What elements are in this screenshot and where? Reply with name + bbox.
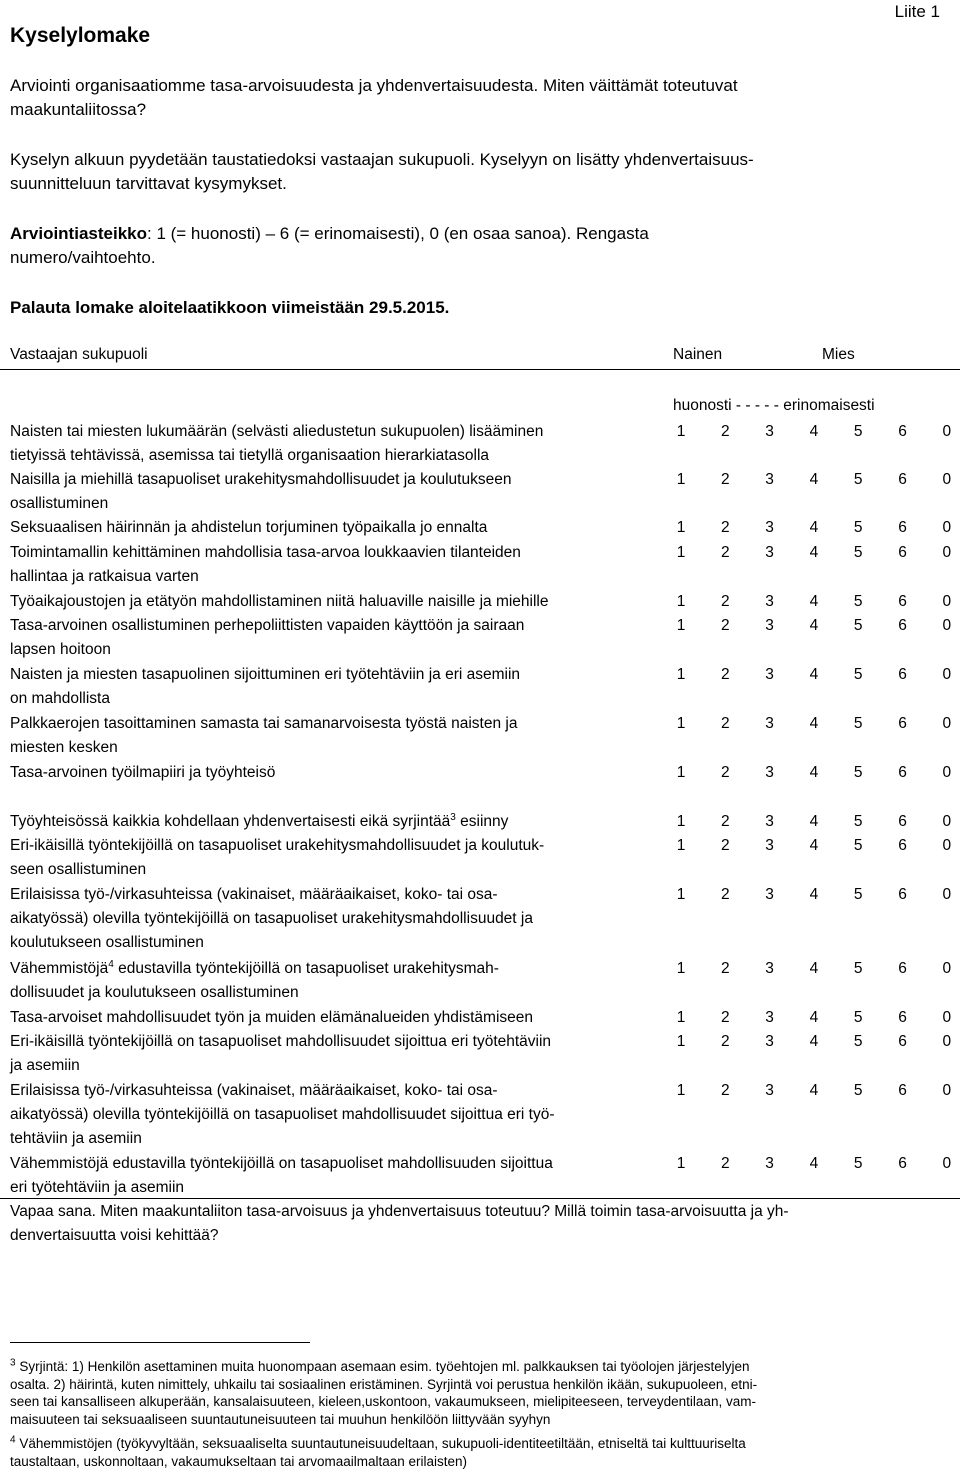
rating-option[interactable]: 4 — [809, 1082, 819, 1099]
page-title: Kyselylomake — [10, 24, 151, 47]
rating-option[interactable]: 2 — [720, 886, 730, 903]
rating-option[interactable]: 3 — [765, 471, 774, 488]
intro-paragraph-1 — [10, 74, 738, 122]
rating-option[interactable]: 0 — [942, 1155, 952, 1172]
rating-option[interactable]: 1 — [676, 519, 686, 536]
question-text — [10, 663, 660, 711]
question-text — [10, 834, 660, 882]
scale-instruction — [10, 222, 649, 270]
rating-option[interactable]: 3 — [765, 960, 774, 977]
rating-option[interactable]: 0 — [942, 886, 952, 903]
rating-option[interactable]: 0 — [942, 837, 952, 854]
rating-option[interactable]: 0 — [942, 715, 952, 732]
footnote-marker: 3 — [450, 811, 456, 823]
rating-option[interactable]: 5 — [853, 1033, 863, 1050]
rating-option[interactable]: 0 — [942, 593, 952, 610]
footnote-number: 4 — [10, 1434, 16, 1446]
scale-label: Arviointiasteikko — [10, 224, 147, 243]
rating-option[interactable]: 3 — [765, 617, 774, 634]
footnote-line: Vähemmistöjen (työkyvyltään, seksuaaliselta suuntautuneisuudeltaan, sukupuoli-identiteetiltään, etniseltä tai kulttuuriselta — [19, 1436, 746, 1451]
rating-option[interactable]: 0 — [942, 519, 952, 536]
question-text — [10, 1152, 660, 1200]
rating-option[interactable]: 6 — [898, 764, 907, 781]
rating-option[interactable]: 6 — [898, 593, 907, 610]
rating-option[interactable]: 1 — [676, 423, 686, 440]
question-text-segment: tehtäviin ja asemiin — [10, 1130, 142, 1147]
rating-option[interactable]: 3 — [765, 1082, 774, 1099]
rating-option[interactable]: 2 — [720, 764, 730, 781]
question-text — [10, 761, 660, 785]
rating-option[interactable]: 4 — [809, 813, 819, 830]
respondent-gender-label: Vastaajan sukupuoli — [10, 346, 148, 363]
question-text-segment: Eri-ikäisillä työntekijöillä on tasapuoliset mahdollisuudet sijoittua eri työtehtäviin — [10, 1033, 552, 1050]
rating-option[interactable]: 0 — [942, 544, 952, 561]
question-text — [10, 1030, 660, 1078]
rating-option[interactable]: 1 — [676, 1155, 686, 1172]
rating-option[interactable]: 4 — [809, 837, 819, 854]
intro-p2-line-1: Kyselyn alkuun pyydetään taustatiedoksi vastaajan sukupuoli. Kyselyyn on lisätty yhdenvertaisuus- — [10, 150, 754, 169]
rating-option[interactable]: 6 — [898, 1082, 907, 1099]
question-text-segment: Toimintamallin kehittäminen mahdollisia tasa-arvoa loukkaavien tilanteiden — [10, 544, 521, 561]
deadline-text: Palauta lomake aloitelaatikkoon viimeistään 29.5.2015. — [10, 298, 450, 317]
rating-option[interactable]: 3 — [765, 1033, 774, 1050]
footnote — [10, 1358, 910, 1428]
rating-option[interactable]: 4 — [809, 764, 819, 781]
rating-option[interactable]: 2 — [720, 471, 730, 488]
question-text-segment: on mahdollista — [10, 690, 110, 707]
rating-option[interactable]: 5 — [853, 886, 863, 903]
question-text-segment: Tasa-arvoinen työilmapiiri ja työyhteisö — [10, 764, 276, 781]
gender-option-female[interactable]: Nainen — [673, 346, 723, 363]
rating-option[interactable]: 3 — [765, 813, 774, 830]
rating-option[interactable]: 6 — [898, 471, 907, 488]
rating-option[interactable]: 2 — [720, 1155, 730, 1172]
question-text-segment: Työaikajoustojen ja etätyön mahdollistaminen niitä haluaville naisille ja miehille — [10, 593, 549, 610]
question-text-segment: Eri-ikäisillä työntekijöillä on tasapuoliset urakehitysmahdollisuudet ja koulutuk- — [10, 837, 545, 854]
rating-option[interactable]: 1 — [676, 471, 686, 488]
rating-option[interactable]: 5 — [853, 1009, 863, 1026]
question-text-segment: miesten kesken — [10, 739, 118, 756]
question-text-segment: esiinny — [455, 813, 509, 830]
rating-option[interactable]: 6 — [898, 423, 907, 440]
rating-option[interactable]: 4 — [809, 617, 819, 634]
question-text — [10, 712, 660, 760]
rating-option[interactable]: 6 — [898, 1155, 907, 1172]
rating-option[interactable]: 0 — [942, 423, 952, 440]
rating-option[interactable]: 6 — [898, 544, 907, 561]
question-text-segment: edustavilla työntekijöillä on tasapuoliset urakehitysmah- — [113, 960, 499, 977]
rating-option[interactable]: 3 — [765, 764, 774, 781]
rating-option[interactable]: 6 — [898, 666, 907, 683]
rating-option[interactable]: 1 — [676, 1082, 686, 1099]
question-text-segment: eri työtehtäviin ja asemiin — [10, 1179, 185, 1196]
scale-header: huonosti - - - - - erinomaisesti — [673, 397, 875, 414]
question-text-segment: aikatyössä) olevilla työntekijöillä on tasapuoliset mahdollisuudet sijoittua eri työ- — [10, 1106, 555, 1123]
footnote-line: maisuuteen tai seksuaaliseen suuntautuneisuuteen tai muuhun henkilöön liittyvään syyhyn — [10, 1411, 551, 1427]
rating-option[interactable]: 2 — [720, 715, 730, 732]
rating-option[interactable]: 4 — [809, 593, 819, 610]
rating-option[interactable]: 4 — [809, 886, 819, 903]
rating-option[interactable]: 4 — [809, 666, 819, 683]
question-text — [10, 810, 660, 834]
rating-option[interactable]: 1 — [676, 617, 686, 634]
scale-text-line-2: numero/vaihtoehto. — [10, 248, 156, 267]
rating-option[interactable]: 3 — [765, 544, 774, 561]
question-text-segment: lapsen hoitoon — [10, 641, 111, 658]
question-text-segment: Vähemmistöjä — [10, 960, 109, 977]
footnote — [10, 1435, 910, 1470]
intro-paragraph-2 — [10, 148, 754, 196]
rating-option[interactable]: 0 — [942, 471, 952, 488]
question-text — [10, 516, 660, 540]
question-text-segment: koulutukseen osallistuminen — [10, 934, 204, 951]
rating-option[interactable]: 3 — [765, 837, 774, 854]
question-text-segment: ja asemiin — [10, 1057, 80, 1074]
rating-option[interactable]: 6 — [898, 1033, 907, 1050]
rating-option[interactable]: 3 — [765, 593, 774, 610]
rating-option[interactable]: 1 — [676, 1009, 686, 1026]
rating-option[interactable]: 1 — [676, 960, 686, 977]
rating-option[interactable]: 1 — [676, 813, 686, 830]
question-text — [10, 468, 660, 516]
rating-option[interactable]: 5 — [853, 1082, 863, 1099]
rating-option[interactable]: 1 — [676, 666, 686, 683]
question-text-segment: Palkkaerojen tasoittaminen samasta tai samanarvoisesta työstä naisten ja — [10, 715, 518, 732]
intro-p1-line-2: maakuntaliitossa? — [10, 100, 147, 119]
rating-option[interactable]: 2 — [720, 544, 730, 561]
rating-option[interactable]: 4 — [809, 715, 819, 732]
rating-option[interactable]: 2 — [720, 593, 730, 610]
question-text-segment: Naisten ja miesten tasapuolinen sijoittuminen eri työtehtäviin ja eri asemiin — [10, 666, 521, 683]
question-text-segment: Seksuaalisen häirinnän ja ahdistelun torjuminen työpaikalla jo ennalta — [10, 519, 488, 536]
rating-option[interactable]: 6 — [898, 519, 907, 536]
rating-option[interactable]: 3 — [765, 519, 774, 536]
rating-option[interactable]: 5 — [853, 715, 863, 732]
rating-option[interactable]: 5 — [853, 519, 863, 536]
free-text-line-2: denvertaisuutta voisi kehittää? — [10, 1227, 219, 1244]
question-text-segment: osallistuminen — [10, 495, 109, 512]
gender-option-male[interactable]: Mies — [822, 346, 855, 363]
question-text-segment: Erilaisissa työ-/virkasuhteissa (vakinaiset, määräaikaiset, koko- tai osa- — [10, 1082, 498, 1099]
rating-option[interactable]: 4 — [809, 1155, 819, 1172]
rating-option[interactable]: 4 — [809, 960, 819, 977]
question-text-segment: Tasa-arvoinen osallistuminen perhepoliittisten vapaiden käyttöön ja sairaan — [10, 617, 525, 634]
rating-option[interactable]: 3 — [765, 1155, 774, 1172]
rating-option[interactable]: 5 — [853, 764, 863, 781]
rating-option[interactable]: 5 — [853, 813, 863, 830]
footnote-number: 3 — [10, 1357, 16, 1369]
rating-option[interactable]: 5 — [853, 666, 863, 683]
scale-text: : 1 (= huonosti) – 6 (= erinomaisesti), 0 (en osaa sanoa). Rengasta — [147, 224, 649, 243]
rating-option[interactable]: 0 — [942, 617, 952, 634]
rating-option[interactable]: 5 — [853, 1155, 863, 1172]
question-text-segment: Tasa-arvoiset mahdollisuudet työn ja muiden elämänalueiden yhdistämiseen — [10, 1009, 533, 1026]
rating-option[interactable]: 4 — [809, 519, 819, 536]
rating-option[interactable]: 2 — [720, 666, 730, 683]
rating-option[interactable]: 2 — [720, 813, 730, 830]
question-text-segment: Naisten tai miesten lukumäärän (selvästi aliedustetun sukupuolen) lisääminen — [10, 423, 544, 440]
free-text-line-1: Vapaa sana. Miten maakuntaliiton tasa-arvoisuus ja yhdenvertaisuus toteutuu? Millä toimin tasa-arvoisuutta ja yh- — [10, 1203, 789, 1220]
question-text-segment: aikatyössä) olevilla työntekijöillä on tasapuoliset urakehitysmahdollisuudet ja — [10, 910, 533, 927]
question-text — [10, 883, 660, 955]
rating-option[interactable]: 0 — [942, 666, 952, 683]
appendix-label: Liite 1 — [894, 2, 940, 21]
question-text — [10, 541, 660, 589]
rating-option[interactable]: 2 — [720, 617, 730, 634]
rating-option[interactable]: 3 — [765, 1009, 774, 1026]
rating-option[interactable]: 6 — [898, 617, 907, 634]
rating-option[interactable]: 1 — [676, 886, 686, 903]
question-text — [10, 1079, 660, 1151]
intro-p1-line-1: Arviointi organisaatiomme tasa-arvoisuudesta ja yhdenvertaisuudesta. Miten väittämät toteutuvat — [10, 76, 738, 95]
question-text — [10, 420, 660, 468]
intro-p2-line-2: suunnitteluun tarvittavat kysymykset. — [10, 174, 287, 193]
footnote-divider — [10, 1342, 310, 1343]
rating-option[interactable]: 4 — [809, 544, 819, 561]
rating-option[interactable]: 0 — [942, 1082, 952, 1099]
question-text-segment: tietyissä tehtävissä, asemissa tai tietyllä organisaation hierarkiatasolla — [10, 447, 490, 464]
question-text — [10, 1006, 660, 1030]
question-text — [10, 590, 660, 614]
rating-option[interactable]: 2 — [720, 1082, 730, 1099]
rating-option[interactable]: 0 — [942, 1033, 952, 1050]
question-text — [10, 614, 660, 662]
rating-option[interactable]: 2 — [720, 837, 730, 854]
rating-option[interactable]: 1 — [676, 837, 686, 854]
rating-option[interactable]: 2 — [720, 519, 730, 536]
question-text-segment: Vähemmistöjä edustavilla työntekijöillä on tasapuoliset mahdollisuuden sijoittua — [10, 1155, 553, 1172]
rating-option[interactable]: 1 — [676, 764, 686, 781]
footnote-line: seen tai kansalliseen alkuperään, kansalaisuuteen, kieleen,uskontoon, vakaumukseen, mielipiteeseen, terveydentilaan, vam- — [10, 1394, 756, 1409]
rating-option[interactable]: 3 — [765, 715, 774, 732]
rating-option[interactable]: 6 — [898, 813, 907, 830]
rating-option[interactable]: 4 — [809, 471, 819, 488]
rating-option[interactable]: 6 — [898, 1009, 907, 1026]
rating-option[interactable]: 5 — [853, 544, 863, 561]
footnote-line: osalta. 2) häirintä, kuten nimittely, uhkailu tai sosiaalinen eristäminen. Syrjintä voi perustua henkilön ikään, sukupuoleen, etni- — [10, 1376, 758, 1392]
footnote-line: taustaltaan, uskonnoltaan, vakaumukseltaan tai arvomaailmaltaan erilaisten) — [10, 1453, 468, 1469]
rating-option[interactable]: 0 — [942, 1009, 952, 1026]
rating-option[interactable]: 5 — [853, 837, 863, 854]
rating-option[interactable]: 0 — [942, 764, 952, 781]
rating-option[interactable]: 6 — [898, 886, 907, 903]
question-text — [10, 957, 660, 1005]
divider — [0, 369, 960, 370]
rating-option[interactable]: 1 — [676, 715, 686, 732]
rating-option[interactable]: 2 — [720, 423, 730, 440]
rating-option[interactable]: 1 — [676, 593, 686, 610]
rating-option[interactable]: 3 — [765, 886, 774, 903]
rating-option[interactable]: 0 — [942, 960, 952, 977]
question-text-segment: Erilaisissa työ-/virkasuhteissa (vakinaiset, määräaikaiset, koko- tai osa- — [10, 886, 498, 903]
rating-option[interactable]: 4 — [809, 1033, 819, 1050]
footnote-line: Syrjintä: 1) Henkilön asettaminen muita huonompaan asemaan esim. työehtojen ml. palkkauksen tai työolojen järjestelyjen — [19, 1359, 750, 1374]
rating-option[interactable]: 0 — [942, 813, 952, 830]
rating-option[interactable]: 5 — [853, 617, 863, 634]
rating-option[interactable]: 5 — [853, 471, 863, 488]
rating-option[interactable]: 3 — [765, 423, 774, 440]
rating-option[interactable]: 1 — [676, 544, 686, 561]
rating-option[interactable]: 5 — [853, 960, 863, 977]
footnote-marker: 4 — [108, 958, 114, 970]
free-text-question — [10, 1200, 940, 1248]
rating-option[interactable]: 6 — [898, 960, 907, 977]
rating-option[interactable]: 2 — [720, 1009, 730, 1026]
question-text-segment: dollisuudet ja koulutukseen osallistuminen — [10, 984, 299, 1001]
question-text-segment: seen osallistuminen — [10, 861, 147, 878]
rating-option[interactable]: 1 — [676, 1033, 686, 1050]
rating-option[interactable]: 4 — [809, 1009, 819, 1026]
rating-option[interactable]: 5 — [853, 423, 863, 440]
rating-option[interactable]: 2 — [720, 1033, 730, 1050]
rating-option[interactable]: 6 — [898, 715, 907, 732]
rating-option[interactable]: 5 — [853, 593, 863, 610]
rating-option[interactable]: 4 — [809, 423, 819, 440]
rating-option[interactable]: 6 — [898, 837, 907, 854]
question-text-segment: Työyhteisössä kaikkia kohdellaan yhdenvertaisesti eikä syrjintää — [10, 813, 451, 830]
question-text-segment: hallintaa ja ratkaisua varten — [10, 568, 199, 585]
question-text-segment: Naisilla ja miehillä tasapuoliset urakehitysmahdollisuudet ja koulutukseen — [10, 471, 512, 488]
rating-option[interactable]: 2 — [720, 960, 730, 977]
rating-option[interactable]: 3 — [765, 666, 774, 683]
divider — [0, 1198, 960, 1199]
